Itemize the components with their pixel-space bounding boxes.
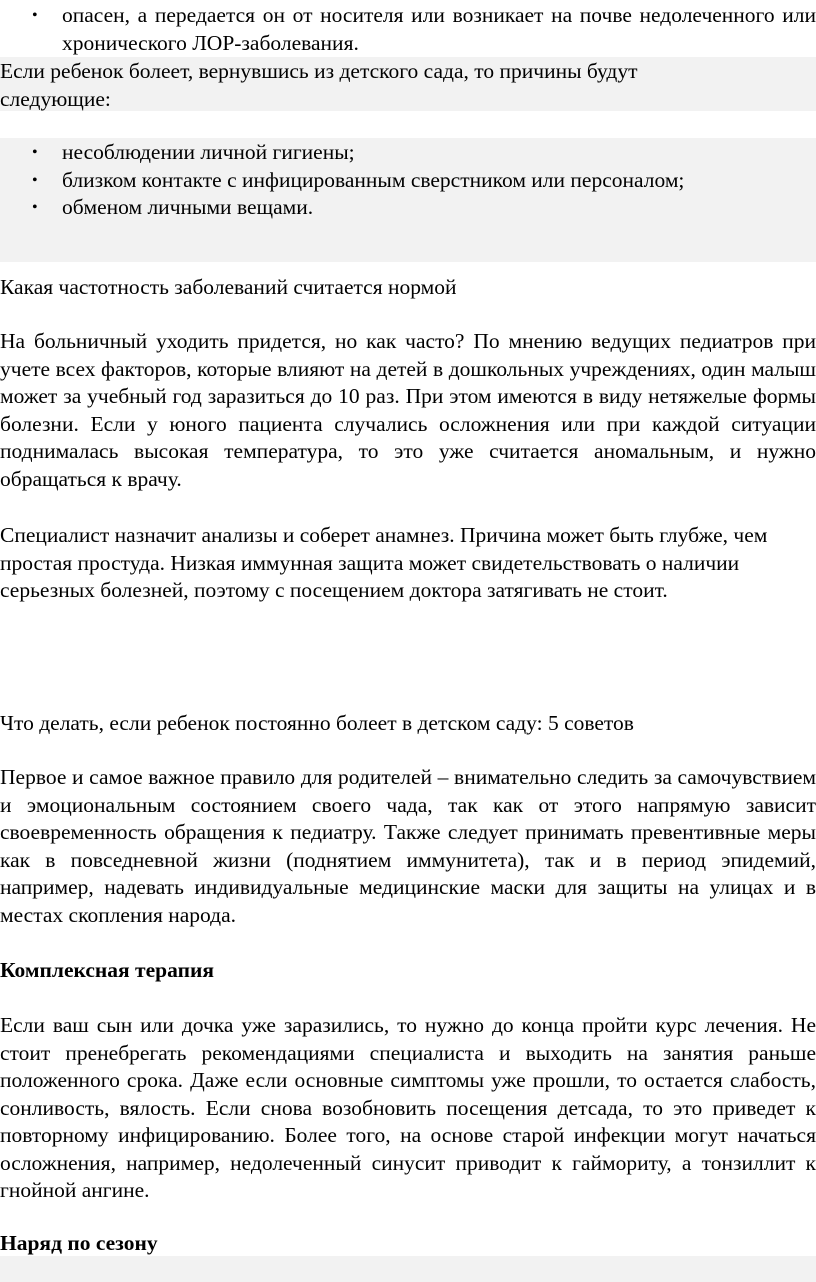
list-item-text: обменом личными вещами. bbox=[62, 195, 314, 219]
bullet-icon: • bbox=[32, 144, 38, 161]
list-item-text: несоблюдении личной гигиены; bbox=[62, 140, 355, 164]
causes-intro: Если ребенок болеет, вернувшись из детского сада, то причины будут следующие: bbox=[0, 59, 638, 111]
causes-list bbox=[0, 139, 816, 222]
shade-band-season bbox=[0, 1256, 816, 1282]
paragraph-frequency-2: Специалист назначит анализы и соберет анамнез. Причина может быть глубже, чем простая простуда. Низкая иммунная защита может свидетельствовать о наличии серьезных болезней, поэтому с посещением доктора затягивать не стоит. bbox=[0, 523, 768, 602]
list-item bbox=[0, 167, 816, 195]
top-bullet-list bbox=[0, 2, 816, 57]
heading-therapy: Комплексная терапия bbox=[0, 958, 214, 982]
list-item bbox=[0, 194, 816, 222]
shade-band-spacer bbox=[0, 222, 816, 262]
bullet-icon: • bbox=[32, 199, 38, 216]
heading-season: Наряд по сезону bbox=[0, 1231, 158, 1255]
bullet-icon: • bbox=[32, 171, 38, 189]
paragraph-therapy: Если ваш сын или дочка уже заразились, то нужно до конца пройти курс лечения. Не стоит пренебрегать рекомендациями специалиста и выходить на занятия раньше положенного срока. Даже если основные симптомы уже прошли, то остается слабость, сонливость, вялость. Если снова возобновить посещения детсада, то это приведет к повторному инфицированию. Более того, на основе старой инфекции могут начаться осложнения, например, недолеченный синусит приводит к гаймориту, а тонзиллит к гнойной ангине. bbox=[0, 1013, 816, 1202]
paragraph-frequency-1: На больничный уходить придется, но как часто? По мнению ведущих педиатров при учете всех факторов, которые влияют на детей в дошкольных учреждениях, один малыш может за учебный год заразиться до 10 раз. При этом имеются в виду нетяжелые формы болезни. Если у юного пациента случались осложнения или при каждой ситуации поднималась высокая температура, то это уже считается аномальным, и нужно обращаться к врачу. bbox=[0, 329, 816, 491]
section-title-tips: Что делать, если ребенок постоянно болеет в детском саду: 5 советов bbox=[0, 711, 634, 735]
list-item-text: опасен, а передается он от носителя или возникает на почве недолеченного или хронического ЛОР-заболевания. bbox=[62, 3, 816, 55]
section-title-frequency: Какая частотность заболеваний считается нормой bbox=[0, 275, 457, 299]
paragraph-tips: Первое и самое важное правило для родителей – внимательно следить за самочувствием и эмоциональным состоянием своего чада, так как от этого напрямую зависит своевременность обращения к педиатру. Также следует принимать превентивные меры как в повседневной жизни (поднятием иммунитета), так и в период эпидемий, например, надевать индивидуальные медицинские маски для защиты на улицах и в местах скопления народа. bbox=[0, 765, 816, 927]
list-item bbox=[0, 2, 816, 57]
list-item-text: близком контакте с инфицированным сверстником или персоналом; bbox=[62, 167, 685, 192]
list-item bbox=[0, 139, 816, 167]
bullet-icon: • bbox=[32, 7, 38, 24]
